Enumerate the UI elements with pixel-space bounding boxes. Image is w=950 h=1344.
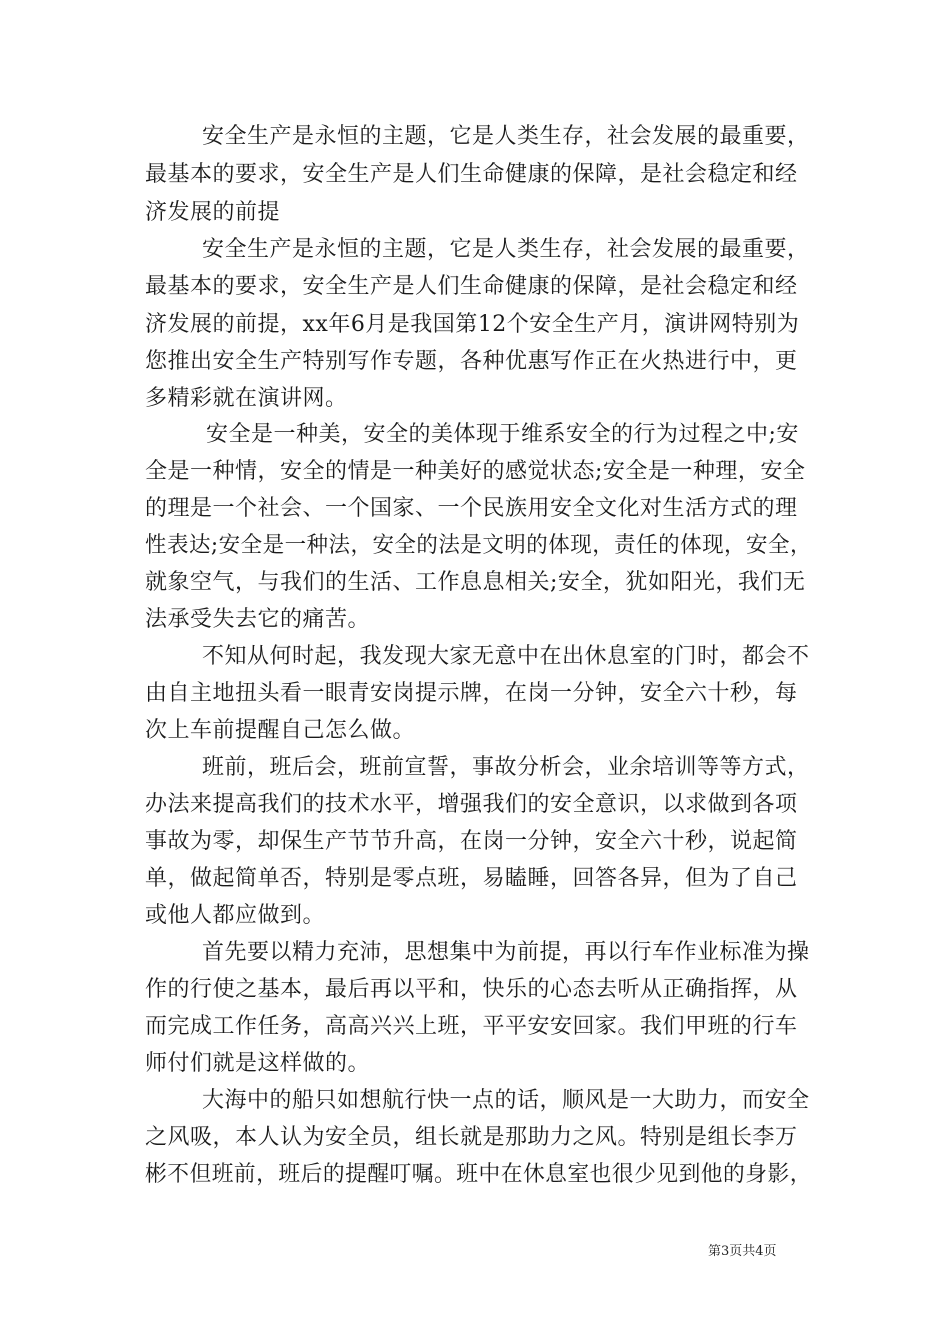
paragraph-2-line-1: 安全生产是永恒的主题，它是人类生存，社会发展的最重要，	[202, 237, 810, 262]
paragraph-7-line-1: 大海中的船只如想航行快一点的话，顺风是一大助力，而安全	[202, 1088, 810, 1113]
paragraph-3-line-1: 安全是一种美，安全的美体现于维系安全的行为过程之中;安	[206, 422, 799, 447]
paragraph-5-line-5: 或他人都应做到。	[145, 903, 326, 928]
paragraph-1-line-2: 最基本的要求，安全生产是人们生命健康的保障，是社会稳定和经	[145, 162, 798, 187]
paragraph-2-line-3: 济发展的前提，xx年6月是我国第12个安全生产月，演讲网特别为	[145, 312, 800, 337]
paragraph-2-line-5: 多精彩就在演讲网。	[145, 386, 348, 411]
paragraph-3-line-3: 的理是一个社会、一个国家、一个民族用安全文化对生活方式的理	[145, 496, 798, 521]
paragraph-5-line-3: 事故为零，却保生产节节升高，在岗一分钟，安全六十秒，说起简	[145, 829, 798, 854]
paragraph-3-line-2: 全是一种情，安全的情是一种美好的感觉状态;安全是一种理，安全	[145, 459, 806, 484]
paragraph-3-line-6: 法承受失去它的痛苦。	[145, 607, 371, 632]
paragraph-6-line-2: 作的行使之基本，最后再以平和，快乐的心态去听从正确指挥，从	[145, 977, 798, 1002]
paragraph-5-line-2: 办法来提高我们的技术水平，增强我们的安全意识，以求做到各项	[145, 792, 798, 817]
paragraph-6-line-4: 师付们就是这样做的。	[145, 1051, 371, 1076]
paragraph-2-line-2: 最基本的要求，安全生产是人们生命健康的保障，是社会稳定和经	[145, 274, 798, 299]
page-number-footer: 第3页共4页	[708, 1244, 777, 1259]
paragraph-7-line-3: 彬不但班前，班后的提醒叮嘱。班中在休息室也很少见到他的身影，	[145, 1162, 812, 1187]
paragraph-7-line-2: 之风吸，本人认为安全员，组长就是那助力之风。特别是组长李万	[145, 1125, 798, 1150]
paragraph-4-line-2: 由自主地扭头看一眼青安岗提示牌，在岗一分钟，安全六十秒，每	[145, 681, 798, 706]
paragraph-5-line-1: 班前，班后会，班前宣誓，事故分析会，业余培训等等方式，	[202, 755, 810, 780]
paragraph-4-line-3: 次上车前提醒自己怎么做。	[145, 718, 416, 743]
paragraph-1-line-1: 安全生产是永恒的主题，它是人类生存，社会发展的最重要，	[202, 124, 810, 149]
paragraph-2-line-4: 您推出安全生产特别写作专题，各种优惠写作正在火热进行中，更	[145, 349, 798, 374]
paragraph-6-line-3: 而完成工作任务，高高兴兴上班，平平安安回家。我们甲班的行车	[145, 1014, 798, 1039]
paragraph-5-line-4: 单，做起简单否，特别是零点班，易瞌睡，回答各异，但为了自己	[145, 866, 798, 891]
paragraph-6-line-1: 首先要以精力充沛，思想集中为前提，再以行车作业标准为操	[202, 940, 810, 965]
paragraph-1-line-3: 济发展的前提	[145, 200, 281, 225]
paragraph-3-line-4: 性表达;安全是一种法，安全的法是文明的体现，责任的体现，安全，	[145, 533, 812, 558]
paragraph-4-line-1: 不知从何时起，我发现大家无意中在出休息室的门时，都会不	[202, 644, 810, 669]
paragraph-3-line-5: 就象空气，与我们的生活、工作息息相关;安全，犹如阳光，我们无	[145, 570, 806, 595]
